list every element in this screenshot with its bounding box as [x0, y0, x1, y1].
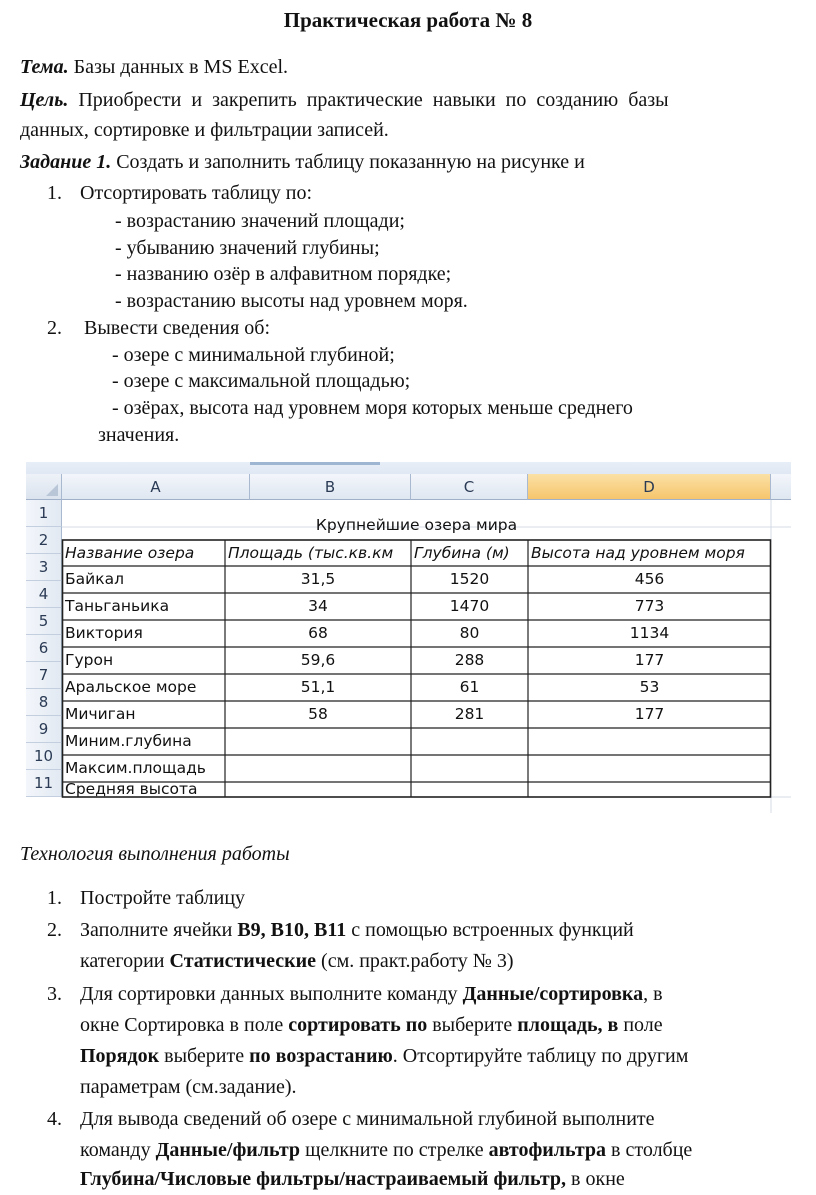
list1-num-1: 1.	[47, 182, 62, 204]
text-run: Для сортировки данных выполните команду	[80, 983, 463, 1005]
row-header[interactable]: 5	[26, 608, 62, 635]
table-cell[interactable]: Гурон	[65, 651, 114, 669]
header-cell[interactable]: Название озера	[65, 544, 195, 562]
step-3-line-2	[80, 1013, 663, 1037]
header-cell[interactable]: Глубина (м)	[414, 544, 510, 562]
step-num: 4.	[47, 1108, 62, 1130]
table-cell[interactable]: 51,1	[300, 678, 336, 696]
step-4-line-1: Для вывода сведений об озере с минимальной глубиной выполните	[80, 1108, 655, 1130]
row-header[interactable]: 3	[26, 554, 62, 581]
column-header-b[interactable]: B	[250, 474, 411, 500]
table-title[interactable]: Крупнейшие озера мира	[315, 516, 518, 534]
excel-screenshot	[26, 462, 791, 813]
table-cell[interactable]: 281	[454, 705, 485, 723]
row-header[interactable]: 4	[26, 581, 62, 608]
table-cell[interactable]: Виктория	[65, 624, 143, 642]
bold-run: Порядок	[80, 1045, 160, 1067]
table-cell[interactable]: 1520	[449, 570, 490, 588]
bold-run: автофильтра	[488, 1139, 607, 1161]
text-run: в окне	[566, 1168, 625, 1190]
theme-label: Тема.	[20, 56, 69, 78]
table-cell[interactable]: Таньганьика	[65, 597, 170, 615]
text-run: Заполните ячейки	[80, 919, 238, 941]
list1-sub-item: - убыванию значений глубины;	[115, 237, 380, 259]
text-run: щелкните по стрелке	[300, 1139, 489, 1161]
task-text: Создать и заполнить таблицу показанную на рисунке и	[111, 151, 585, 173]
text-run: (см. практ.работу № 3)	[316, 950, 514, 972]
goal-line-2: данных, сортировке и фильтрации записей.	[20, 119, 389, 141]
list2-sub-item: - озере с минимальной глубиной;	[112, 344, 395, 366]
table-cell[interactable]: Аральское море	[65, 678, 197, 696]
table-cell[interactable]: Байкал	[65, 570, 124, 588]
table-cell[interactable]: 53	[639, 678, 660, 696]
header-cell[interactable]: Высота над уровнем моря	[531, 544, 745, 562]
bold-run: Данные/фильтр	[155, 1139, 301, 1161]
text-run: окне Сортировка в поле	[80, 1014, 289, 1036]
text-run: в столбце	[606, 1139, 693, 1161]
header-cell[interactable]: Площадь (тыс.кв.км	[228, 544, 394, 562]
step-3-line-3	[80, 1044, 688, 1068]
table-cell[interactable]: 456	[634, 570, 665, 588]
row-header[interactable]: 1	[26, 500, 62, 527]
summary-cell[interactable]: Миним.глубина	[65, 732, 192, 750]
list1-item-1: Отсортировать таблицу по:	[80, 182, 313, 204]
text-run: категории	[80, 950, 170, 972]
goal-label: Цель.	[20, 89, 69, 111]
goal-line-1	[20, 88, 669, 112]
column-header-d[interactable]: D	[528, 474, 771, 500]
table-cell[interactable]: 58	[308, 705, 328, 723]
row-header[interactable]: 8	[26, 689, 62, 716]
step-2-line-1	[80, 918, 634, 942]
table-cell[interactable]: Мичиган	[65, 705, 136, 723]
step-2-line-2	[80, 949, 514, 973]
row-header[interactable]: 6	[26, 635, 62, 662]
bold-run: B9, B10, B11	[237, 919, 347, 941]
table-cell[interactable]: 61	[459, 678, 480, 696]
row-header[interactable]: 10	[26, 743, 62, 770]
table-cell[interactable]: 59,6	[300, 651, 336, 669]
text-run: команду	[80, 1139, 156, 1161]
row-header[interactable]: 2	[26, 527, 62, 554]
page-title: Практическая работа № 8	[283, 8, 533, 32]
step-3-line-4: параметрам (см.задание).	[80, 1076, 297, 1098]
table-cell[interactable]: 80	[459, 624, 480, 642]
table-cell[interactable]: 177	[634, 651, 665, 669]
table-cell[interactable]: 31,5	[300, 570, 336, 588]
row-header[interactable]: 7	[26, 662, 62, 689]
list1-num-2: 2.	[47, 317, 62, 339]
list1-sub-item: - названию озёр в алфавитном порядке;	[115, 263, 452, 285]
theme-line	[20, 55, 288, 79]
bold-run: площадь, в	[517, 1014, 619, 1036]
table-cell[interactable]: 1134	[629, 624, 670, 642]
list1-sub-item: - возрастанию значений площади;	[115, 210, 405, 232]
row-header[interactable]: 9	[26, 716, 62, 743]
bold-run: по возрастанию	[249, 1045, 393, 1067]
table-cell[interactable]: 177	[634, 705, 665, 723]
summary-cell[interactable]: Средняя высота	[65, 780, 198, 798]
step-num: 3.	[47, 983, 62, 1005]
table-cell[interactable]: 773	[634, 597, 665, 615]
step-4-line-2	[80, 1138, 692, 1162]
row-header[interactable]: 11	[26, 770, 62, 797]
step-num: 1.	[47, 887, 62, 909]
table-cell[interactable]: 68	[308, 624, 328, 642]
list1-sub-item: - возрастанию высоты над уровнем моря.	[115, 290, 468, 312]
text-run: выберите	[159, 1045, 250, 1067]
task-line	[20, 150, 585, 174]
task-label: Задание 1.	[20, 151, 112, 173]
step-1-text: Постройте таблицу	[80, 887, 246, 909]
tech-title: Технология выполнения работы	[20, 843, 290, 865]
step-3-line-1	[80, 982, 663, 1006]
table-cell[interactable]: 1470	[449, 597, 490, 615]
text-run: . Отсортируйте таблицу по другим	[392, 1045, 689, 1067]
goal-text-1: Приобрести и закрепить практические навыки по созданию базы	[68, 89, 669, 111]
step-num: 2.	[47, 919, 62, 941]
bold-run: Данные/сортировка	[462, 983, 644, 1005]
column-header-c[interactable]: C	[411, 474, 528, 500]
text-run: выберите	[427, 1014, 518, 1036]
bold-run: Глубина/Числовые фильтры/настраиваемый фильтр,	[80, 1168, 567, 1190]
column-header-a[interactable]: A	[62, 474, 250, 500]
list1-item-2: Вывести сведения об:	[84, 317, 271, 339]
bold-run: сортировать по	[288, 1014, 428, 1036]
text-run: , в	[643, 983, 663, 1005]
list2-sub-item: - озёрах, высота над уровнем моря которых меньше среднего	[112, 397, 633, 419]
table-cell[interactable]: 34	[308, 597, 328, 615]
step-4-line-3	[80, 1167, 625, 1191]
theme-text: Базы данных в MS Excel.	[68, 56, 289, 78]
text-run: поле	[618, 1014, 663, 1036]
bold-run: Статистические	[169, 950, 317, 972]
list2-sub-item: - озере с максимальной площадью;	[112, 370, 411, 392]
text-run: с помощью встроенных функций	[346, 919, 634, 941]
table-cell[interactable]: 288	[454, 651, 485, 669]
summary-cell[interactable]: Максим.площадь	[65, 759, 206, 777]
list2-sub-continuation: значения.	[98, 424, 180, 446]
